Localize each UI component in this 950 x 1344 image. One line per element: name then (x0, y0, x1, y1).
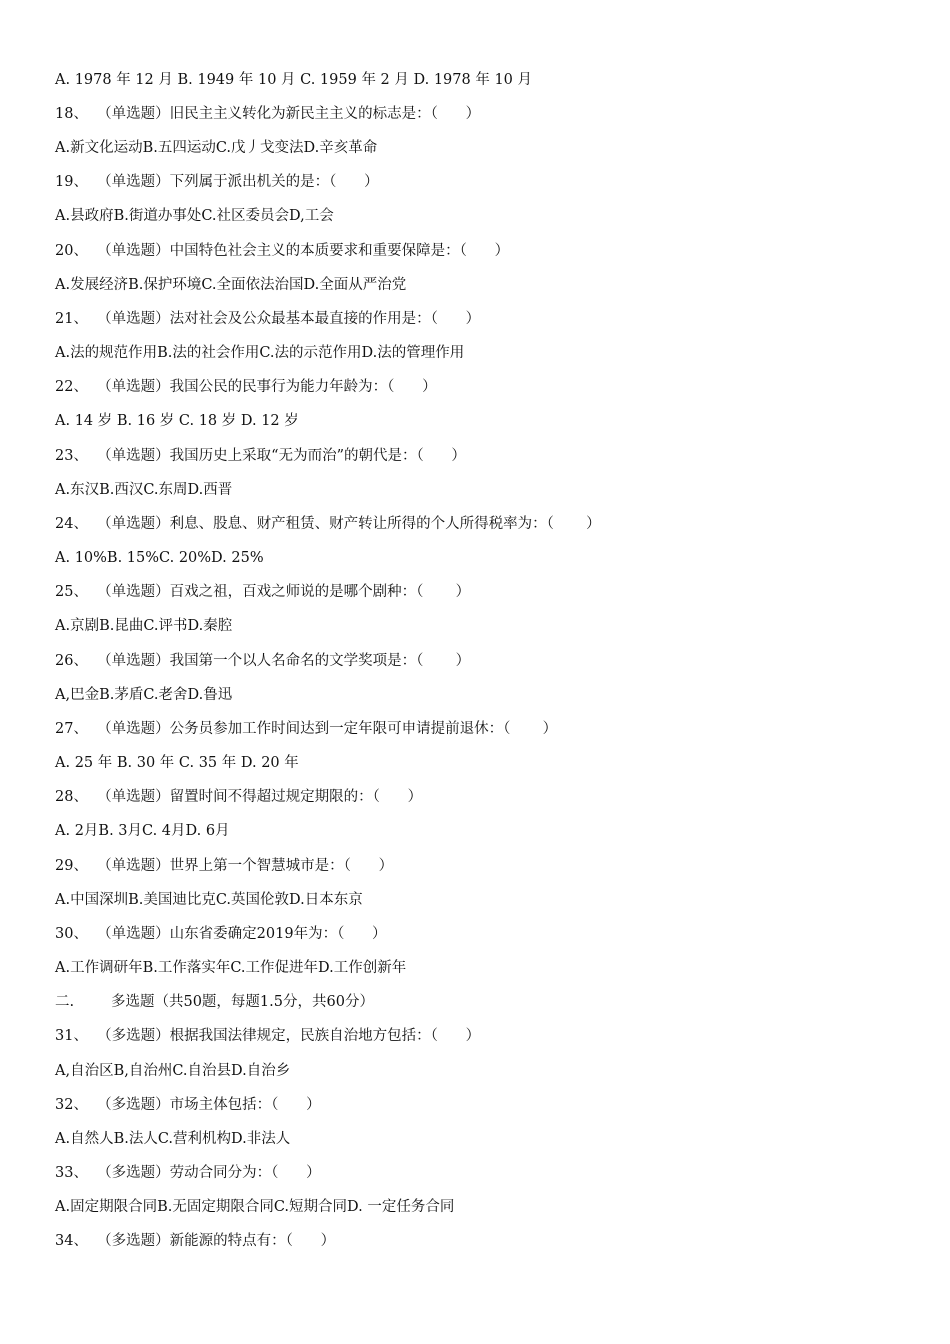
section-heading: 二. 多选题（共50题，每题1.5分，共60分） (55, 994, 374, 1010)
option-line-28: A. 2月B. 3月C. 4月D. 6月 (55, 823, 230, 839)
option-line-18: A.新文化运动B.五四运动C.戊丿戈变法D.辛亥革命 (55, 140, 378, 156)
question-27: 27、 （单选题）公务员参加工作时间达到一定年限可申请提前退休：（ ） (55, 721, 558, 737)
option-line-19: A.县政府B.街道办事处C.社区委员会D,工会 (55, 208, 334, 224)
question-33: 33、 （多选题）劳动合同分为：（ ） (55, 1165, 321, 1181)
option-line-31: A,自治区B,自治州C.自治县D.自治乡 (55, 1063, 291, 1079)
question-24: 24、 （单选题）利息、股息、财产租赁、财产转让所得的个人所得税率为：（ ） (55, 516, 601, 532)
question-29: 29、 （单选题）世界上第一个智慧城市是：（ ） (55, 858, 394, 874)
question-34: 34、 （多选题）新能源的特点有：（ ） (55, 1233, 336, 1249)
question-30: 30、 （单选题）山东省委确定2019年为：（ ） (55, 926, 387, 942)
question-20: 20、 （单选题）中国特色社会主义的本质要求和重要保障是：（ ） (55, 243, 510, 259)
question-22: 22、 （单选题）我国公民的民事行为能力年龄为：（ ） (55, 379, 437, 395)
option-line-22: A. 14 岁 B. 16 岁 C. 18 岁 D. 12 岁 (55, 413, 299, 429)
option-line-20: A.发展经济B.保护环境C.全面依法治国D.全面从严治党 (55, 277, 407, 293)
option-line-21: A.法的规范作用B.法的社会作用C.法的示范作用D.法的管理作用 (55, 345, 465, 361)
option-line-24: A. 10%B. 15%C. 20%D. 25% (55, 550, 264, 566)
option-line-26: A,巴金B.茅盾C.老舍D.鲁迅 (55, 687, 233, 703)
option-line-29: A.中国深圳B.美国迪比克C.英国伦敦D.日本东京 (55, 892, 363, 908)
question-25: 25、 （单选题）百戏之祖，百戏之师说的是哪个剧种：（ ） (55, 584, 471, 600)
question-31: 31、 （多选题）根据我国法律规定，民族自治地方包括：（ ） (55, 1028, 481, 1044)
option-line-33: A.固定期限合同B.无固定期限合同C.短期合同D. 一定任务合同 (55, 1199, 455, 1215)
option-line-27: A. 25 年 B. 30 年 C. 35 年 D. 20 年 (55, 755, 299, 771)
question-18: 18、 （单选题）旧民主主义转化为新民主主义的标志是：（ ） (55, 106, 481, 122)
option-line-25: A.京剧B.昆曲C.评书D.秦腔 (55, 618, 233, 634)
option-line-17: A. 1978 年 12 月 B. 1949 年 10 月 C. 1959 年 2 月 D. 1978 年 10 月 (55, 72, 533, 88)
question-19: 19、 （单选题）下列属于派出机关的是：（ ） (55, 174, 379, 190)
question-23: 23、 （单选题）我国历史上采取“无为而治”的朝代是：（ ） (55, 448, 466, 464)
question-28: 28、 （单选题）留置时间不得超过规定期限的：（ ） (55, 789, 423, 805)
option-line-30: A.工作调研年B.工作落实年C.工作促进年D.工作创新年 (55, 960, 407, 976)
option-line-32: A.自然人B.法人C.营利机构D.非法人 (55, 1131, 291, 1147)
option-line-23: A.东汉B.西汉C.东周D.西晋 (55, 482, 233, 498)
question-32: 32、 （多选题）市场主体包括：（ ） (55, 1097, 321, 1113)
question-26: 26、 （单选题）我国第一个以人名命名的文学奖项是：（ ） (55, 653, 471, 669)
question-21: 21、 （单选题）法对社会及公众最基本最直接的作用是：（ ） (55, 311, 481, 327)
